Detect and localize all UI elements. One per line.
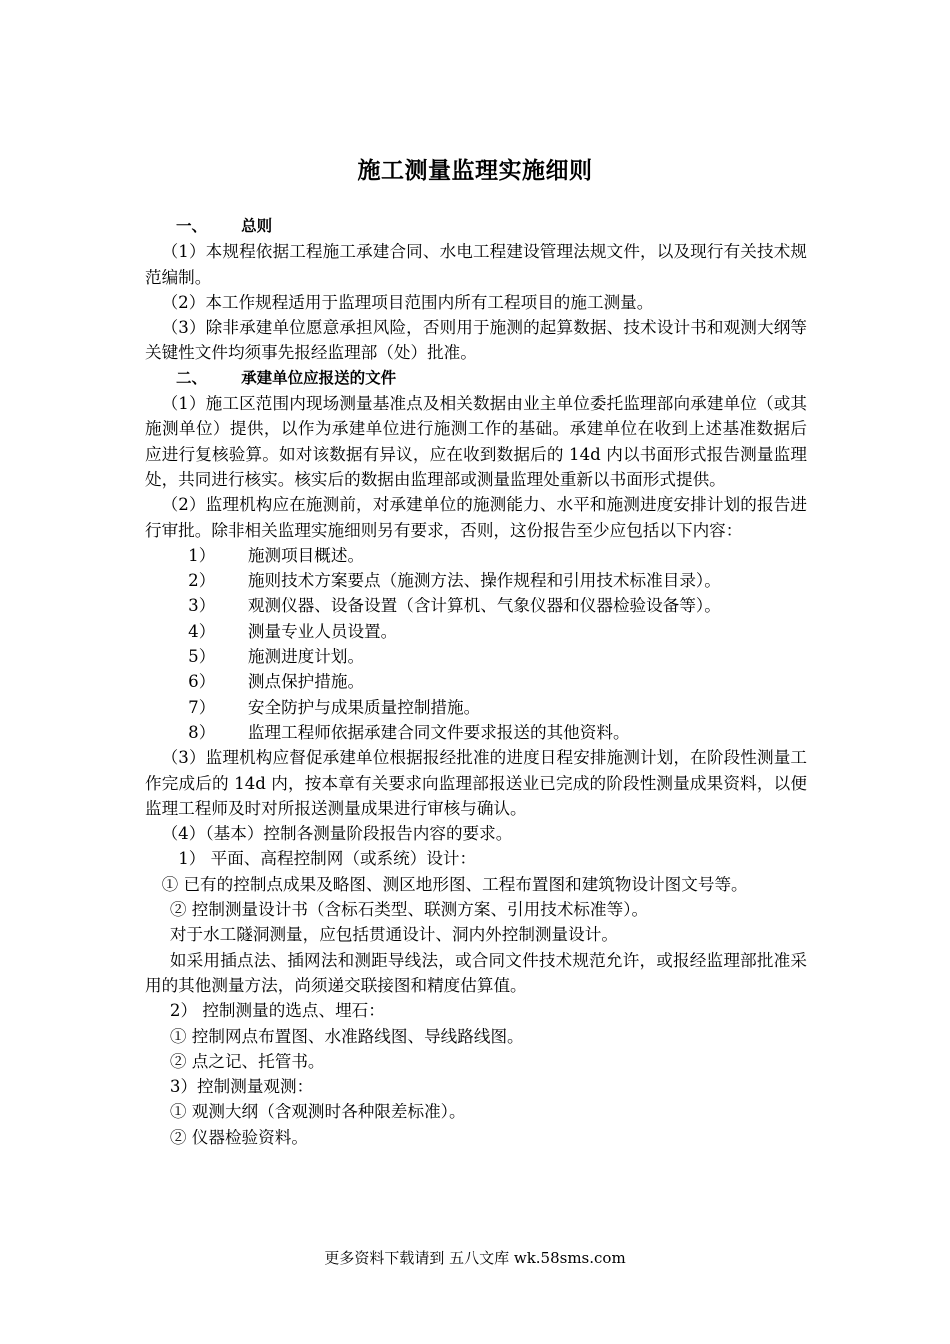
paragraph: ② 仪器检验资料。 [169,1127,308,1147]
subsection-title: 3）控制测量观测： [169,1077,314,1097]
list-item-text: 测点保护措施。 [247,672,365,692]
list-item [145,543,807,568]
document-body [145,214,807,1150]
paragraph: ① 已有的控制点成果及略图、测区地形图、工程布置图和建筑物设计图文号等。 [161,874,748,894]
list-item-number: 4） [188,621,216,641]
list-item [145,669,807,694]
paragraph: （3）除非承建单位愿意承担风险，否则用于施测的起算数据、技术设计书和观测大纲等关键性文件均须事先报经监理部（处）批准。 [145,318,807,363]
subsection-title: 2） 控制测量的选点、埋石： [169,1001,385,1021]
section-heading-submissions [145,366,807,391]
paragraph: 如采用插点法、插网法和测距导线法，或合同文件技术规范允许，或报经监理部批准采用的其他测量方法，尚须递交联接图和精度估算值。 [145,950,807,995]
paragraph: （4）（基本）控制各测量阶段报告内容的要求。 [161,824,513,844]
paragraph: ① 观测大纲（含观测时各种限差标准）。 [169,1102,466,1122]
paragraph: ② 控制测量设计书（含标石类型、联测方案、引用技术标准等）。 [169,900,649,920]
subsection-title: 1） 平面、高程控制网（或系统）设计： [178,849,477,869]
document-title: 施工测量监理实施细则 [357,158,593,184]
list-item [145,619,807,644]
footer-link[interactable]: 更多资料下载请到 五八文库 wk.58sms.com [324,1249,626,1267]
paragraph: （1）本规程依据工程施工承建合同、水电工程建设管理法规文件，以及现行有关技术规范编制。 [145,242,807,287]
list-item-text: 施测项目概述。 [247,545,365,565]
paragraph: （1）施工区范围内现场测量基准点及相关数据由业主单位委托监理部向承建单位（或其施测单位）提供，以作为承建单位进行施测工作的基础。承建单位在收到上述基准数据后应进行复核验算。如对该数据有异议，应在收到数据后的 14d 内以书面形式报告测量监理处，共同进行核实。核实后的数据由监理部或测量监理处重新以书面形式提供。 [145,394,807,489]
section-number: 一、 [176,217,208,235]
list-item-text: 施测进度计划。 [247,647,365,667]
list-item-text: 观测仪器、设备设置（含计算机、气象仪器和仪器检验设备等）。 [247,596,721,616]
paragraph: ① 控制网点布置图、水准路线图、导线路线图。 [169,1026,524,1046]
section-number: 二、 [176,368,208,387]
section-title: 总则 [241,217,273,235]
list-item [145,568,807,593]
list-item [145,695,807,720]
list-item-number: 8） [188,722,216,742]
list-item-number: 2） [188,571,216,591]
list-item [145,593,807,618]
list-item-text: 测量专业人员设置。 [247,621,398,641]
section-heading-general [145,214,807,239]
paragraph: （3）监理机构应督促承建单位根据报经批准的进度日程安排施测计划，在阶段性测量工作完成后的 14d 内，按本章有关要求向监理部报送业已完成的阶段性测量成果资料，以便监理工程师及时对所报送测量成果进行审核与确认。 [145,748,807,818]
list-item-number: 3） [188,596,216,616]
list-item [145,720,807,745]
list-item-number: 1） [188,545,216,565]
list-item-number: 5） [188,647,216,667]
list-item-number: 6） [188,672,216,692]
paragraph: ② 点之记、托管书。 [169,1051,325,1071]
list-item [145,644,807,669]
section-title: 承建单位应报送的文件 [241,368,397,387]
paragraph: （2）本工作规程适用于监理项目范围内所有工程项目的施工测量。 [161,292,654,312]
list-item-number: 7） [188,697,216,717]
list-item-text: 监理工程师依据承建合同文件要求报送的其他资料。 [247,722,630,742]
list-item-text: 施则技术方案要点（施测方法、操作规程和引用技术标准目录）。 [247,571,721,591]
list-item-text: 安全防护与成果质量控制措施。 [247,697,481,717]
paragraph: 对于水工隧洞测量，应包括贯通设计、洞内外控制测量设计。 [169,925,618,945]
paragraph: （2）监理机构应在施测前，对承建单位的施测能力、水平和施测进度安排计划的报告进行审批。除非相关监理实施细则另有要求，否则，这份报告至少应包括以下内容： [145,495,807,540]
